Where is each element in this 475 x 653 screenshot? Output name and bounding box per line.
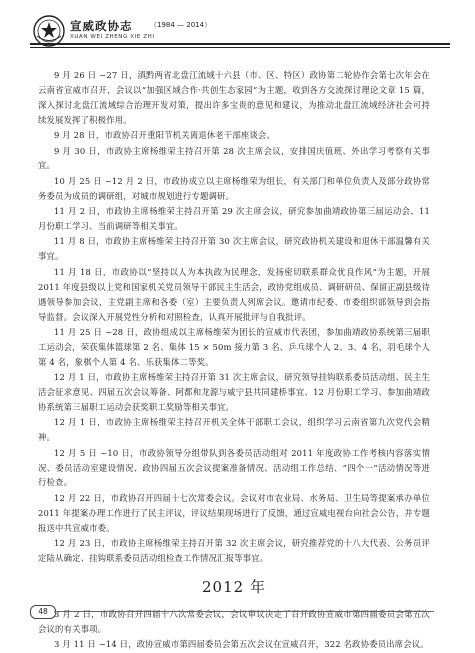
chronicle-entry: 9 月 26 日 ~27 日，滇黔两省北盘江流域十六县（市、区、特区）政协第二轮协作会第七次年会在云南省宣威市召开，会议以“加强区域合作·共创生态家园”为主题，收到各方交流探讨理论文章 15 篇，深入探讨北盘江流域综合治理开发对策，提出许多宝贵的意见和建议，为推动北盘江流域经济社会可持续发展发挥了积极作用。: [38, 70, 430, 125]
chronicle-entry: 11 月 2 日，市政协主席杨维荣主持召开第 29 次主席会议，研究参加曲靖政协第三届运动会、11 月份职工学习、当前调研等相关事宜。: [38, 206, 430, 232]
chronicle-entry: 9 月 28 日，市政协召开重阳节机关离退休老干部座谈会。: [54, 130, 275, 141]
year-heading: 2012 年: [202, 577, 266, 596]
chronicle-entry: 12 月 1 日，市政协主席杨维荣主持召开机关全体干部职工会议，组织学习云南省第九次党代会精神。: [38, 417, 430, 443]
chronicle-entry: 12 月 5 日 ~10 日，市政协领导分组带队到各委员活动组对 2011 年度政协工作考核内容落实情况、委员活动室建设情况、政协四届五次会议提案准备情况、活动组工作总结、“四个一”活动情况等进行检查。: [38, 447, 430, 488]
chronicle-entry: 3 月 11 日 ~14 日，政协宣威市第四届委员会第五次会议在宣威召开，322 名政协委员出席会议。: [54, 639, 429, 650]
chronicle-entry: 11 月 25 日 ~28 日，政协组成以主席杨维荣为团长的宣威市代表团，参加曲靖政协系统第三届职工运动会，荣获集体篮球第 2 名、集体 15 × 50m 接力第 3 名、乒乓球个人 2、3、4 名，羽毛球个人第 4 名，象棋个人第 4 名、乐获集体二等奖。: [38, 326, 430, 367]
header-rule-thin: [30, 47, 450, 48]
chronicle-entry: 9 月 30 日，市政协主席杨维荣主持召开第 28 次主席会议，安排国庆值班、外出学习考察有关事宜。: [38, 145, 430, 171]
chronicle-entry: 12 月 1 日，市政协主席杨维荣主持召开第 31 次主席会议，研究领导挂钩联系委员活动组、民主生活会征求意见、四届五次会议筹备、阿都和龙源与威宁县共同建桥事宜、12 月份职工学习、参加曲靖政协系统第三届职工运动会获奖职工奖励等相关事宜。: [38, 372, 430, 412]
book-years: （1984 — 2014）: [150, 21, 212, 29]
book-title: 宣威政协志: [70, 19, 133, 33]
chronicle-entry: 12 月 22 日，市政协召开四届十七次常委会议。会议对市农业局、水务局、卫生局等提案承办单位 2011 年提案办理工作进行了民主评议，评议结果现场进行了反馈，通过宣威电视台向社会公告，并专题报送中共宣威市委。: [38, 492, 430, 533]
book-title-pinyin: XUAN WEI ZHENG XIE ZHI: [70, 34, 155, 40]
chronicle-entry: 11 月 18 日，市政协以“坚持以人为本执政为民理念，发扬密切联系群众优良作风”为主题，开展 2011 年度县级以上党和国家机关党员领导干部民主生活会，政协党组成员、调研研员、保留正副县级待遇领导参加会议，主党副主席和各委（室）主要负责人列席会议。邀请市纪委、市委组织部领导到会指导监督。会议深入开展党性分析和对照检查，认真开展批评与自我批评。: [38, 266, 430, 322]
page-header: [30, 10, 450, 58]
chronicle-entry: 12 月 23 日，市政协主席杨维荣主持召开第 32 次主席会议，研究推荐党的十八大代表、公务员评定陆从确定、挂钩联系委员活动组检查工作情况汇报等事宜。: [38, 538, 430, 563]
header-rule: [30, 43, 450, 45]
page-number: 48: [30, 605, 56, 619]
section-2012: [38, 607, 430, 652]
footer-rule: [54, 611, 434, 612]
section-2011: [38, 68, 430, 566]
chronicle-body: [38, 68, 430, 653]
chronicle-entry: 3 月 2 日，市政协召开四届十八次常委会议，会议审议决定了召开政协宣威市第四届委员会第五次会议的有关事项。: [38, 608, 430, 634]
chronicle-entry: 10 月 25 日 ~12 月 2 日，市政协成立以主席杨维荣为组长，有关部门和单位负责人及部分政协常务委员为成员的调研组，对城市规划进行专题调研。: [38, 175, 430, 201]
chronicle-entry: 11 月 8 日，市政协主席杨维荣主持召开第 30 次主席会议，研究政协机关建设和退休干部温馨有关事宜。: [38, 236, 430, 262]
